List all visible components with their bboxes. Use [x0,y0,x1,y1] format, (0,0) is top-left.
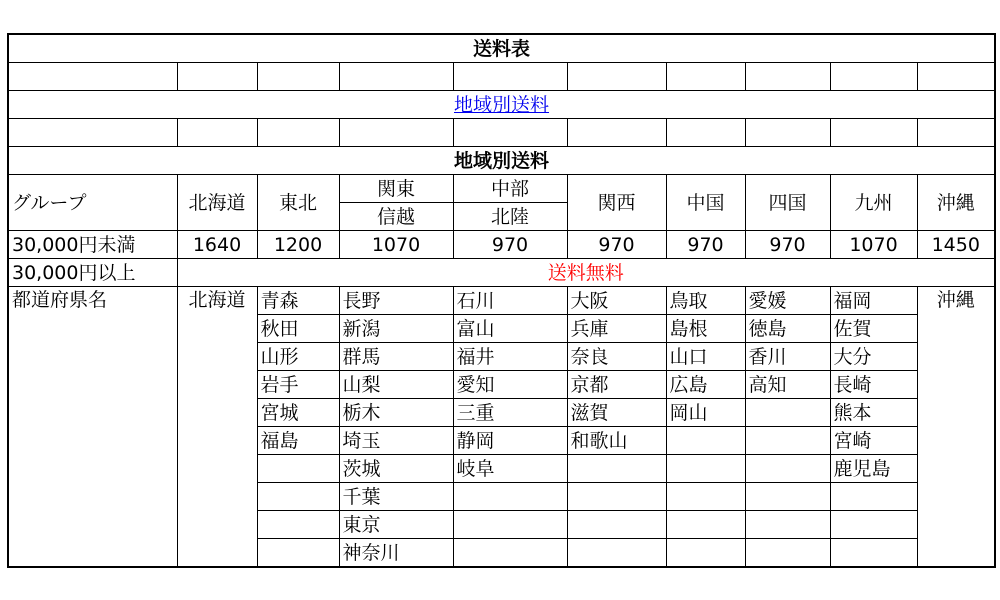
prefecture-cell-kanto: 神奈川 [339,539,453,568]
price-cell: 1450 [917,231,995,259]
prefecture-cell-shikoku: 愛媛 [745,287,830,315]
price-cell: 970 [666,231,745,259]
region-header-kyushu: 九州 [830,175,917,231]
prefecture-cell-kyushu [830,539,917,568]
prefecture-cell-chugoku [666,455,745,483]
prefecture-cell-kyushu: 鹿児島 [830,455,917,483]
prefecture-cell-kanto: 東京 [339,511,453,539]
prefecture-cell-kyushu [830,511,917,539]
blank-row [8,63,995,91]
prefecture-cell-chubu: 静岡 [453,427,567,455]
prefecture-cell-tohoku [257,511,339,539]
price-cell: 1070 [830,231,917,259]
prefecture-cell-shikoku [745,455,830,483]
prefecture-cell-kyushu: 福岡 [830,287,917,315]
prefecture-cell-okinawa: 沖縄 [917,287,995,568]
prefecture-cell-chubu [453,511,567,539]
prefecture-cell-kansai: 奈良 [567,343,666,371]
region-header-kanto: 関東 [339,175,453,203]
price-cell: 970 [453,231,567,259]
price-label-under-30000: 30,000円未満 [8,231,177,259]
prefecture-cell-kansai [567,539,666,568]
prefecture-cell-shikoku [745,427,830,455]
prefecture-cell-shikoku: 香川 [745,343,830,371]
region-header-shikoku: 四国 [745,175,830,231]
prefecture-cell-tohoku: 青森 [257,287,339,315]
prefecture-cell-shikoku: 高知 [745,371,830,399]
prefecture-cell-chubu: 三重 [453,399,567,427]
prefecture-cell-hokkaido: 北海道 [177,287,257,568]
prefecture-cell-chugoku: 島根 [666,315,745,343]
prefecture-cell-chugoku [666,427,745,455]
prefecture-cell-tohoku [257,455,339,483]
prefecture-cell-chubu [453,483,567,511]
prefecture-cell-kyushu: 佐賀 [830,315,917,343]
prefecture-cell-kansai: 兵庫 [567,315,666,343]
region-header-hokkaido: 北海道 [177,175,257,231]
prefecture-cell-tohoku: 秋田 [257,315,339,343]
prefecture-label: 都道府県名 [8,287,177,568]
price-cell: 1640 [177,231,257,259]
prefecture-cell-chubu [453,539,567,568]
prefecture-cell-chubu: 石川 [453,287,567,315]
prefecture-cell-kyushu: 宮崎 [830,427,917,455]
prefecture-row [8,287,995,315]
prefecture-cell-chugoku [666,539,745,568]
region-header-tohoku: 東北 [257,175,339,231]
prefecture-cell-tohoku [257,483,339,511]
prefecture-cell-kyushu: 熊本 [830,399,917,427]
prefecture-cell-kanto: 埼玉 [339,427,453,455]
prefecture-cell-kansai [567,483,666,511]
region-header-chugoku: 中国 [666,175,745,231]
price-cell: 970 [567,231,666,259]
price-cell: 1200 [257,231,339,259]
prefecture-cell-kansai: 滋賀 [567,399,666,427]
prefecture-cell-chubu: 岐阜 [453,455,567,483]
prefecture-cell-kansai [567,511,666,539]
prefecture-cell-kanto: 茨城 [339,455,453,483]
price-cell: 1070 [339,231,453,259]
prefecture-cell-kanto: 新潟 [339,315,453,343]
price-row-under-30000 [8,231,995,259]
prefecture-cell-shikoku [745,539,830,568]
prefecture-cell-shikoku: 徳島 [745,315,830,343]
region-header-okinawa: 沖縄 [917,175,995,231]
prefecture-cell-kansai [567,455,666,483]
region-header-chubu: 中部 [453,175,567,203]
prefecture-cell-chugoku: 鳥取 [666,287,745,315]
price-label-over-30000: 30,000円以上 [8,259,177,287]
prefecture-cell-kanto: 山梨 [339,371,453,399]
prefecture-cell-tohoku: 宮城 [257,399,339,427]
region-subheader-hokuriku: 北陸 [453,203,567,231]
prefecture-cell-shikoku [745,399,830,427]
prefecture-cell-chubu: 富山 [453,315,567,343]
prefecture-cell-tohoku: 福島 [257,427,339,455]
prefecture-cell-chugoku [666,483,745,511]
region-fee-link[interactable]: 地域別送料 [454,93,550,116]
region-header-kansai: 関西 [567,175,666,231]
prefecture-cell-tohoku [257,539,339,568]
page-title: 送料表 [8,34,995,63]
prefecture-cell-kyushu [830,483,917,511]
prefecture-cell-kansai: 京都 [567,371,666,399]
blank-row [8,119,995,147]
prefecture-cell-tohoku: 山形 [257,343,339,371]
prefecture-cell-tohoku: 岩手 [257,371,339,399]
prefecture-cell-chugoku [666,511,745,539]
group-header: グループ [8,175,177,231]
region-subheader-shinetsu: 信越 [339,203,453,231]
price-cell: 970 [745,231,830,259]
prefecture-cell-chugoku: 山口 [666,343,745,371]
free-shipping-label: 送料無料 [177,259,995,287]
prefecture-cell-kansai: 大阪 [567,287,666,315]
prefecture-cell-kanto: 群馬 [339,343,453,371]
prefecture-cell-kansai: 和歌山 [567,427,666,455]
prefecture-cell-chugoku: 広島 [666,371,745,399]
prefecture-cell-kanto: 千葉 [339,483,453,511]
prefecture-cell-chubu: 福井 [453,343,567,371]
prefecture-cell-shikoku [745,483,830,511]
shipping-fee-table [7,33,996,568]
prefecture-cell-kanto: 長野 [339,287,453,315]
prefecture-cell-shikoku [745,511,830,539]
prefecture-cell-chugoku: 岡山 [666,399,745,427]
prefecture-cell-kyushu: 大分 [830,343,917,371]
prefecture-cell-kyushu: 長崎 [830,371,917,399]
prefecture-cell-chubu: 愛知 [453,371,567,399]
price-row-over-30000 [8,259,995,287]
prefecture-cell-kanto: 栃木 [339,399,453,427]
section-title: 地域別送料 [8,147,995,175]
